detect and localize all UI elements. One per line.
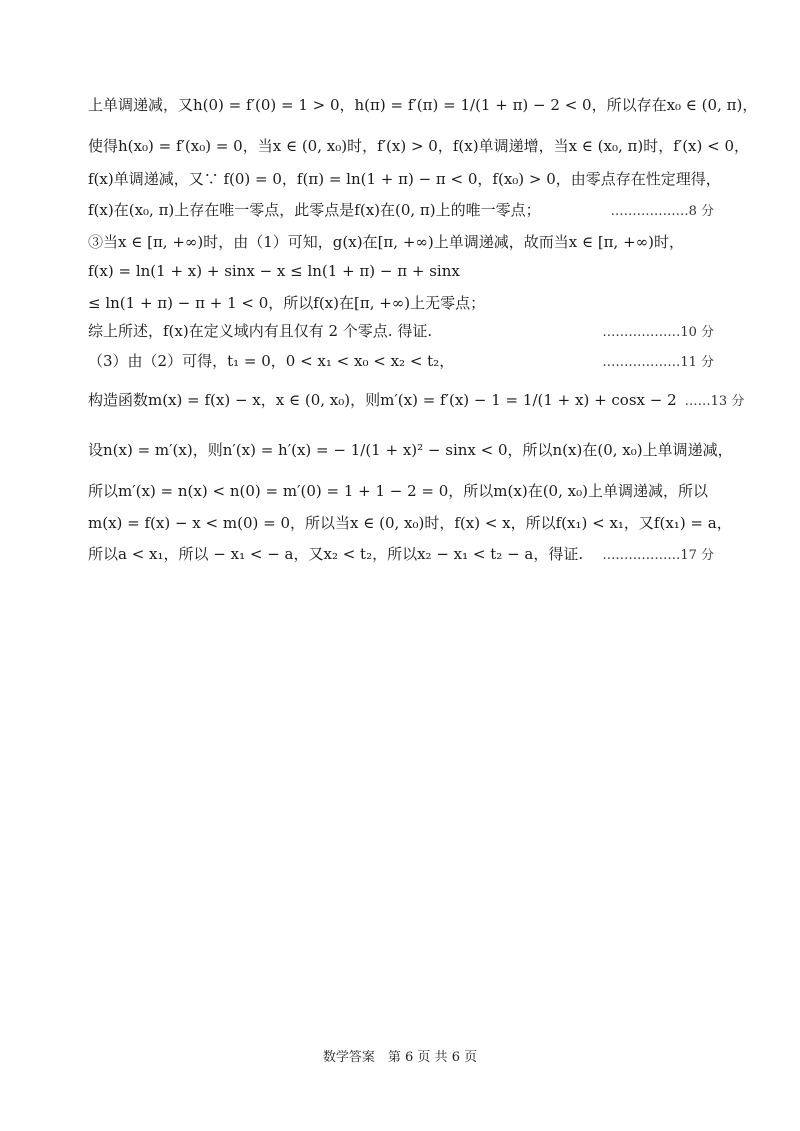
solution-text: 综上所述，f(x)在定义域内有且仅有 2 个零点. 得证.	[88, 321, 433, 340]
solution-text: 上单调递减，又h(0) = f′(0) = 1 > 0，h(π) = f′(π) = 1/(1 + π) − 2 < 0，所以存在x₀ ∈ (0, π)，	[88, 95, 758, 114]
solution-line-3	[88, 162, 721, 194]
solution-text: 所以a < x₁，所以 − x₁ < − a，又x₂ < t₂，所以x₂ − x₁ < t₂ − a，得证.	[88, 544, 584, 563]
solution-text: 所以m′(x) = n(x) < n(0) = m′(0) = 1 + 1 − 2 = 0，所以m(x)在(0, x₀)上单调递减，所以	[88, 481, 708, 500]
solution-text: 构造函数m(x) = f(x) − x，x ∈ (0, x₀)，则m′(x) = f′(x) − 1 = 1/(1 + x) + cosx − 2	[88, 390, 677, 409]
solution-text: f(x)在(x₀, π)上存在唯一零点，此零点是f(x)在(0, π)上的唯一零点；	[88, 200, 541, 219]
solution-text: 设n(x) = m′(x)，则n′(x) = h′(x) = − 1/(1 + x)² − sinx < 0，所以n(x)在(0, x₀)上单调递减，	[88, 440, 733, 459]
solution-text: 使得h(x₀) = f′(x₀) = 0，当x ∈ (0, x₀)时，f′(x) > 0，f(x)单调递增，当x ∈ (x₀, π)时，f′(x) < 0，	[88, 136, 750, 155]
solution-line-6	[88, 255, 714, 287]
solution-line-4	[88, 193, 714, 225]
solution-line-12	[88, 474, 714, 506]
solution-line-5	[88, 225, 714, 257]
solution-text: f(x)单调递减，又∵ f(0) = 0，f(π) = ln(1 + π) − π < 0，f(x₀) > 0，由零点存在性定理得，	[88, 169, 721, 188]
solution-text: m(x) = f(x) − x < m(0) = 0，所以当x ∈ (0, x₀)时，f(x) < x，所以f(x₁) < x₁，又f(x₁) = a，	[88, 513, 732, 532]
score-mark: ………………17 分	[602, 547, 714, 563]
solution-line-8	[88, 314, 714, 346]
solution-line-14	[88, 537, 714, 569]
solution-line-1	[88, 88, 758, 120]
solution-line-11	[88, 425, 733, 473]
score-mark: ……13 分	[684, 393, 745, 409]
solution-text: ③当x ∈ [π, +∞)时，由（1）可知，g(x)在[π, +∞)上单调递减，故而当x ∈ [π, +∞)时，	[88, 232, 684, 251]
page-footer: 数学答案 第 6 页 共 6 页	[322, 1050, 478, 1065]
solution-line-13	[88, 506, 732, 538]
solution-line-10	[88, 375, 745, 423]
score-mark: ………………11 分	[602, 354, 714, 370]
solution-line-9	[88, 344, 714, 376]
score-mark: ………………10 分	[602, 324, 714, 340]
solution-text: f(x) = ln(1 + x) + sinx − x ≤ ln(1 + π) − π + sinx	[88, 262, 460, 280]
solution-text: ≤ ln(1 + π) − π + 1 < 0，所以f(x)在[π, +∞)上无零点；	[88, 293, 486, 312]
score-mark: ………………8 分	[610, 203, 714, 219]
solution-text: （3）由（2）可得，t₁ = 0，0 < x₁ < x₀ < x₂ < t₂，	[88, 351, 455, 370]
solution-line-2	[88, 129, 750, 161]
